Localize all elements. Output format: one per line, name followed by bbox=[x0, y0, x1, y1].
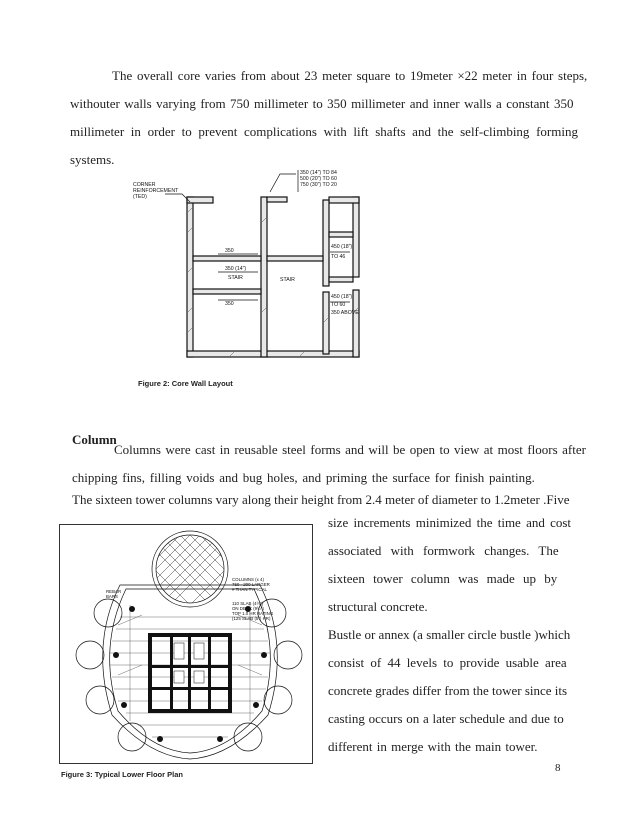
right-line-2: associated with formwork changes. The bbox=[328, 543, 559, 558]
slab-label-4: (125 SLAB (5") HR) bbox=[232, 616, 271, 621]
right-line-1: size increments minimized the time and cost bbox=[328, 515, 572, 530]
figure-2-caption: Figure 2: Core Wall Layout bbox=[138, 379, 233, 388]
intro-line-1-text: The overall core varies from about 23 meter square to 19meter ×22 meter in four steps, bbox=[112, 68, 588, 83]
right-line-8: casting occurs on a later schedule and due to bbox=[328, 711, 564, 726]
slab-label-2: ON DECK (9½") bbox=[232, 606, 264, 611]
intro-line-1 bbox=[70, 62, 588, 90]
intro-line-2: withouter walls varying from 750 millimeter to 350 millimeter and inner walls a constant 350 bbox=[70, 96, 574, 111]
slab-label-1: 110 SLAB (4½") bbox=[232, 601, 264, 606]
floor-plan-drawing bbox=[60, 525, 312, 763]
dim-350-a: 350 bbox=[225, 248, 234, 254]
typical-lower-floor-plan-figure bbox=[59, 524, 313, 764]
right-dim-b-3: 350 ABOVE bbox=[331, 310, 359, 316]
right-line-7: concrete grades differ from the tower since its bbox=[328, 683, 568, 698]
right-dim-a-2: TO 46 bbox=[331, 254, 346, 260]
column-line-2: chipping fins, filling voids and bug holes, and priming the surface for finish painting. bbox=[72, 470, 535, 485]
right-dim-b-1: 450 (18") bbox=[331, 294, 353, 300]
right-line-5: Bustle or annex (a smaller circle bustle )which bbox=[328, 627, 571, 642]
column-paragraph-1 bbox=[72, 436, 586, 492]
core-wall-layout-figure bbox=[130, 162, 374, 372]
stair-left-label: STAIR bbox=[228, 275, 243, 281]
right-line-3: sixteen tower column was made up by bbox=[328, 571, 558, 586]
corner-label-3: (TED) bbox=[133, 194, 147, 200]
figure-3-caption: Figure 3: Typical Lower Floor Plan bbox=[61, 770, 183, 779]
intro-line-4: systems. bbox=[70, 152, 115, 167]
rebar-label-2: BARS bbox=[106, 594, 118, 599]
column-heading: Column bbox=[72, 432, 117, 447]
column-line-3: The sixteen tower columns vary along their height from 2.4 meter of diameter to 1.2meter .Five bbox=[72, 492, 570, 507]
corner-label-1: CORNER bbox=[133, 182, 156, 188]
right-dim-b-2: TO 60 bbox=[331, 302, 346, 308]
intro-paragraph bbox=[70, 62, 588, 174]
columns-label-1: COLUMNS (x 4) bbox=[232, 577, 264, 582]
columns-label-2: 750 - 200 LARGER bbox=[232, 582, 270, 587]
stair-mid-label: STAIR bbox=[280, 277, 295, 283]
right-line-4: structural concrete. bbox=[328, 599, 428, 614]
right-dim-a-1: 450 (18") bbox=[331, 244, 353, 250]
column-line-1: Columns were cast in reusable steel forms and will be open to view at most floors after bbox=[114, 442, 586, 457]
column-right-text bbox=[328, 509, 572, 761]
corner-label-2: REINFORCEMENT bbox=[133, 188, 179, 194]
rebar-label-1: REBAR bbox=[106, 589, 122, 594]
intro-line-3: millimeter in order to prevent complications with lift shafts and the self-climbing forming bbox=[70, 124, 578, 139]
right-line-6: consist of 44 levels to provide usable area bbox=[328, 655, 567, 670]
columns-label-3: # THAN TYPICAL bbox=[232, 587, 267, 592]
core-wall-layout-drawing bbox=[130, 162, 374, 372]
top-dim-3: 750 (30") TO 20 bbox=[300, 182, 337, 188]
top-dim-1: 350 (14") TO 84 bbox=[300, 170, 337, 176]
page-number: 8 bbox=[555, 762, 561, 774]
top-dim-2: 500 (20") TO 60 bbox=[300, 176, 337, 182]
slab-label-3: TOP 1.0 HR RATING bbox=[232, 611, 274, 616]
dim-350-14: 350 (14") bbox=[225, 266, 247, 272]
right-line-9: different in merge with the main tower. bbox=[328, 739, 538, 754]
dim-350-b: 350 bbox=[225, 301, 234, 307]
